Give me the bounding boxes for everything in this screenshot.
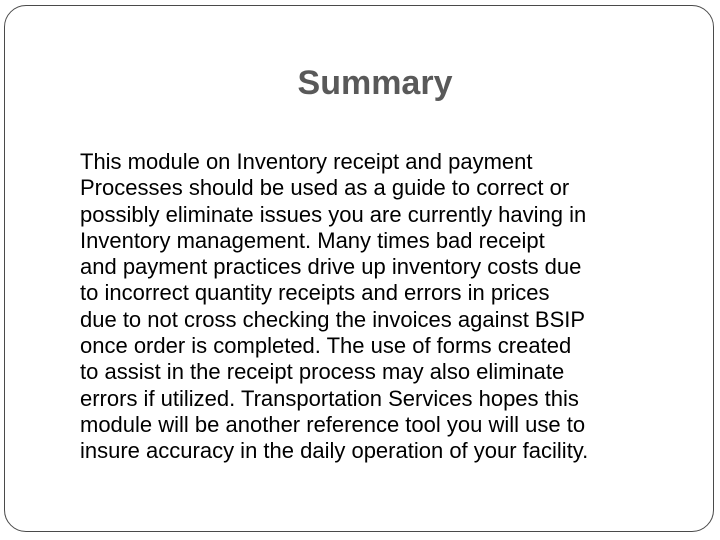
slide-title: Summary — [297, 64, 453, 102]
body-line: due to not cross checking the invoices against BSIP — [80, 306, 586, 332]
body-line: and payment practices drive up inventory costs due — [80, 254, 582, 280]
body-line: module will be another reference tool you will use to — [80, 411, 586, 437]
body-line: This module on Inventory receipt and payment — [80, 149, 533, 174]
body-line: to assist in the receipt process may also eliminate — [80, 359, 565, 385]
body-line: once order is completed. The use of forms created — [80, 333, 572, 359]
body-line: Inventory management. Many times bad receipt — [80, 227, 545, 253]
body-line: Processes should be used as a guide to correct or — [80, 175, 570, 201]
body-line: errors if utilized. Transportation Services hopes this — [80, 385, 579, 411]
body-line: to incorrect quantity receipts and errors in prices — [80, 280, 550, 306]
body-line: insure accuracy in the daily operation of your facility. — [80, 438, 589, 464]
body-line: possibly eliminate issues you are currently having in — [80, 201, 587, 227]
slide-body — [80, 149, 690, 465]
